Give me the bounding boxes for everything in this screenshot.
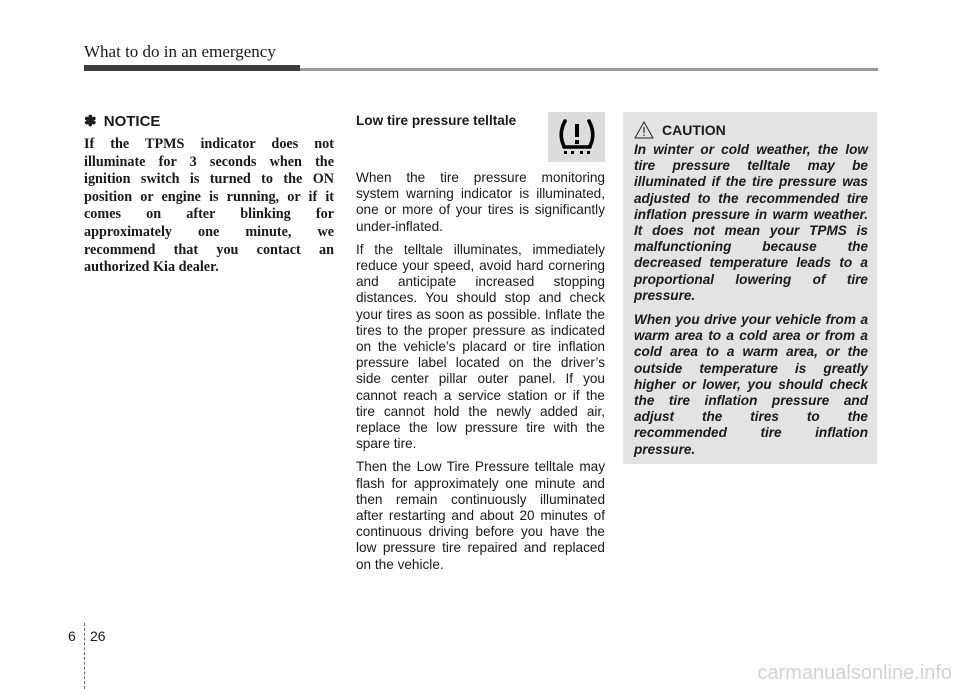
caution-paragraph: When you drive your vehicle from a warm area to a cold area or from a cold area to a warm area, or the outside temperature is greatly higher or lower, you should check the tire inflation pressure and adjust the tires to the recommended tire inflation pressure.	[634, 312, 868, 457]
header-rule-light	[300, 68, 878, 71]
notice-heading-label: NOTICE	[103, 113, 161, 130]
footer-divider	[84, 623, 85, 689]
telltale-paragraph: When the tire pressure monitoring system warning indicator is illuminated, one or more of your tires is significantly under-inflated.	[356, 170, 605, 234]
chapter-number: 6	[68, 628, 76, 644]
page-number: 26	[90, 628, 106, 644]
caution-heading	[634, 121, 868, 139]
notice-heading	[84, 112, 334, 130]
low-tire-pressure-telltale-icon	[548, 112, 605, 162]
notice-section	[84, 112, 334, 277]
telltale-paragraph: If the telltale illuminates, immediately reduce your speed, avoid hard cornering and anticipate increased stopping distances. You should stop and check your tires as soon as possible. Inflate the tires to the proper pressure as indicated on the vehicle’s placard or tire inflation pressure label located on the driver’s side center pillar outer panel. If you cannot reach a service station or if the tire cannot hold the newly added air, replace the low pressure tire with the spare tire.	[356, 241, 605, 452]
caution-box	[623, 112, 877, 464]
telltale-paragraph: Then the Low Tire Pressure telltale may flash for approximately one minute and then remain continuously illuminated after restarting and about 20 minutes of continuous driving before you have the low pressure tire repaired and replaced on the vehicle.	[356, 459, 605, 572]
warning-triangle-icon	[634, 121, 654, 139]
caution-paragraph: In winter or cold weather, the low tire pressure telltale may be illuminated if the tire pressure was adjusted to the recommended tire inflation pressure in warm weather. It does not mean your TPMS is malfunctioning because the decreased temperature leads to a proportional lowering of tire pressure.	[634, 142, 868, 303]
telltale-section	[356, 110, 605, 580]
telltale-heading: Low tire pressure telltale	[356, 113, 517, 128]
notice-body: If the TPMS indicator does not illuminate for 3 seconds when the ignition switch is turned to the ON position or engine is running, or if it comes on after blinking for approximately one minute, we recommend that you contact an authorized Kia dealer.	[84, 136, 334, 276]
notice-mark-icon: ✽	[84, 113, 97, 130]
page-header-title: What to do in an emergency	[84, 42, 276, 61]
header-rule-dark	[84, 65, 300, 71]
caution-heading-label: CAUTION	[662, 122, 726, 138]
watermark: carmanualsonline.info	[757, 662, 952, 684]
